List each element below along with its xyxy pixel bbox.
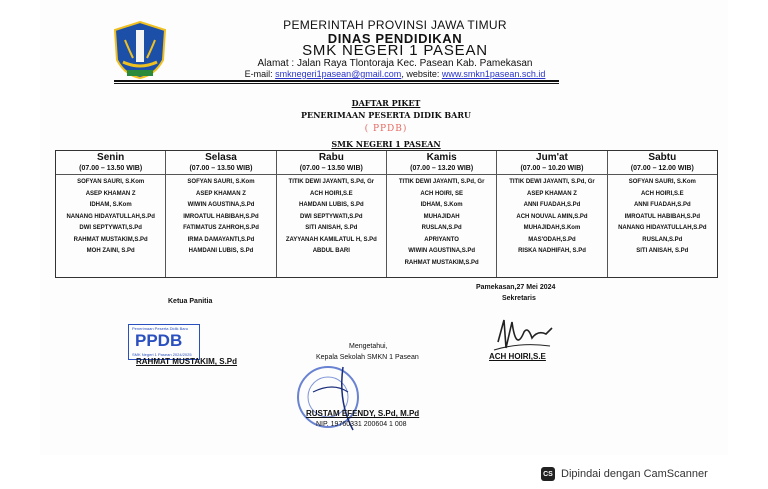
staff-name: RUSLAN,S.Pd — [421, 225, 462, 231]
staff-name: NANANG HIDAYATULLAH,S.Pd — [66, 213, 155, 220]
staff-name: SOFYAN SAURI, S.Kom — [77, 179, 145, 185]
staff-name: WIWIN AGUSTINA,S.Pd — [408, 248, 476, 254]
staff-name: RISKA NADHIFAH, S.Pd — [518, 248, 586, 254]
schedule-day: Selasa — [205, 152, 237, 163]
staff-list — [608, 177, 717, 258]
staff-name: MOH ZAINI, S.Pd — [86, 248, 135, 254]
staff-name: SITI ANISAH, S.Pd — [305, 225, 358, 231]
staff-name: FATIMATUS ZAHROH,S.Pd — [183, 225, 259, 231]
email-label: E-mail: — [244, 69, 273, 79]
duty-schedule-table — [55, 150, 718, 278]
staff-name: SITI ANISAH, S.Pd — [636, 248, 689, 254]
staff-name: ACH HOIRI,S.E — [640, 190, 684, 197]
staff-name: ASEP KHAMAN Z — [527, 190, 577, 197]
staff-name: MAS'ODAH,S.Pd — [528, 236, 576, 243]
staff-list — [166, 177, 275, 258]
camscanner-text: Dipindai dengan CamScanner — [561, 468, 708, 480]
staff-name: MUHAJIDAH,S.Kom — [523, 225, 581, 231]
kepsek-nip: NIP. 19760331 200604 1 008 — [316, 421, 407, 428]
letterhead-province: PEMERINTAH PROVINSI JAWA TIMUR — [283, 18, 507, 32]
website-label: , website: — [401, 69, 440, 79]
schedule-column — [276, 151, 386, 277]
kepsek-name: RUSTAM EFENDY, S.Pd, M.Pd — [306, 409, 420, 418]
staff-name: APRIYANTO — [424, 236, 459, 243]
schedule-day: Sabtu — [648, 152, 677, 163]
staff-name: ACH HOIRI, SE — [420, 190, 463, 197]
staff-list — [277, 177, 386, 258]
staff-name: ANNI FUADAH,S.Pd — [523, 202, 581, 208]
sekretaris-label: Sekretaris — [502, 295, 536, 302]
schedule-day: Kamis — [426, 152, 457, 163]
staff-name: IMROATUL HABIBAH,S.Pd — [624, 213, 701, 220]
staff-list — [387, 177, 496, 269]
schedule-column — [56, 151, 165, 277]
schedule-time: (07.00 – 13.50 WIB) — [277, 164, 386, 175]
schedule-day: Jum'at — [536, 152, 568, 163]
staff-name: WIWIN AGUSTINA,S.Pd — [187, 202, 255, 208]
staff-name: ACH HOIRI,S.E — [309, 190, 353, 197]
letterhead-school: SMK NEGERI 1 PASEAN — [302, 42, 488, 59]
schedule-column — [386, 151, 496, 277]
ppdb-stamp — [128, 324, 200, 360]
stamp-main-text: PPDB — [135, 331, 183, 350]
staff-name: RAHMAT MUSTAKIM,S.Pd — [73, 236, 148, 243]
doc-title: DAFTAR PIKET — [351, 98, 421, 108]
schedule-day: Senin — [97, 152, 125, 163]
camscanner-badge — [541, 463, 719, 485]
doc-ppdb-label: ( PPDB) — [364, 124, 408, 134]
staff-name: NANANG HIDAYATULLAH,S.Pd — [618, 225, 707, 231]
mengetahui-label: Mengetahui, — [349, 343, 388, 350]
staff-name: TITIK DEWI JAYANTI, S.Pd, Gr — [398, 179, 485, 185]
letterhead-rule-thin — [114, 83, 559, 84]
kepsek-label: Kepala Sekolah SMKN 1 Pasean — [316, 354, 419, 361]
ketua-name: RAHMAT MUSTAKIM, S.Pd — [136, 357, 238, 366]
letterhead-address: Alamat : Jalan Raya Tlontoraja Kec. Pasean Kab. Pamekasan — [257, 58, 533, 69]
staff-name: IRMA DAMAYANTI,S.Pd — [187, 236, 255, 243]
letterhead-rule-thick — [114, 80, 559, 82]
doc-school-label: SMK NEGERI 1 PASEAN — [331, 139, 441, 149]
email-link[interactable]: smknegeri1pasean@gmail.com — [275, 69, 402, 79]
schedule-time: (07.00 – 13.50 WIB) — [56, 164, 165, 175]
place-date: Pamekasan,27 Mei 2024 — [476, 284, 556, 291]
staff-list — [56, 177, 165, 258]
doc-subtitle: PENERIMAAN PESERTA DIDIK BARU — [301, 110, 471, 120]
staff-name: ANNI FUADAH,S.Pd — [633, 202, 691, 208]
letterhead-department: DINAS PENDIDIKAN — [327, 31, 463, 46]
staff-name: IDHAM, S.Kom — [89, 202, 132, 208]
staff-name: IMROATUL HABIBAH,S.Pd — [183, 213, 259, 220]
staff-name: IDHAM, S.Kom — [420, 202, 463, 208]
jawa-timur-crest-logo — [105, 20, 175, 80]
staff-name: DWI SEPTYWATI,S.Pd — [79, 225, 142, 231]
stamp-top-text: Penerimaan Peserta Didik Baru — [132, 326, 189, 331]
staff-name: ASEP KHAMAN Z — [196, 190, 246, 197]
staff-name: MUHAJIDAH — [423, 213, 460, 220]
ketua-label: Ketua Panitia — [168, 298, 213, 305]
schedule-column — [607, 151, 717, 277]
staff-name: ZAYYANAH KAMILATUL H, S.Pd — [285, 236, 377, 243]
schedule-time: (07.00 – 10.20 WIB) — [497, 164, 606, 175]
staff-name: ACH NOUVAL AMIN,S.Pd — [516, 213, 588, 220]
staff-name: TITIK DEWI JAYANTI, S.Pd, Gr — [509, 179, 595, 185]
staff-name: ASEP KHAMAN Z — [85, 190, 136, 197]
schedule-time: (07.00 – 13.50 WIB) — [166, 164, 275, 175]
staff-name: ABDUL BARI — [312, 248, 350, 254]
schedule-column — [165, 151, 275, 277]
staff-name: RAHMAT MUSTAKIM,S.Pd — [404, 259, 479, 266]
stamp-bottom-text: SMK Negeri 1 Pasean 2024/2025 — [132, 352, 192, 357]
staff-name: HAMDANI LUBIS, S.Pd — [188, 248, 254, 254]
sekretaris-name: ACH HOIRI,S.E — [489, 352, 546, 361]
website-link[interactable]: www.smkn1pasean.sch.id — [441, 69, 546, 79]
schedule-time: (07.00 – 13.20 WIB) — [387, 164, 496, 175]
staff-name: HAMDANI LUBIS, S.Pd — [298, 202, 364, 208]
staff-name: SOFYAN SAURI, S.Kom — [187, 179, 255, 185]
staff-name: DWI SEPTYWATI,S.Pd — [300, 213, 363, 220]
schedule-day: Rabu — [318, 152, 344, 163]
schedule-time: (07.00 – 12.00 WIB) — [608, 164, 717, 175]
staff-list — [497, 177, 606, 258]
staff-name: SOFYAN SAURI, S.Kom — [628, 179, 696, 185]
schedule-column — [496, 151, 606, 277]
letterhead-contact — [195, 69, 595, 79]
camscanner-icon: CS — [541, 467, 555, 481]
staff-name: RUSLAN,S.Pd — [642, 236, 683, 243]
staff-name: TITIK DEWI JAYANTI, S.Pd, Gr — [288, 179, 375, 185]
